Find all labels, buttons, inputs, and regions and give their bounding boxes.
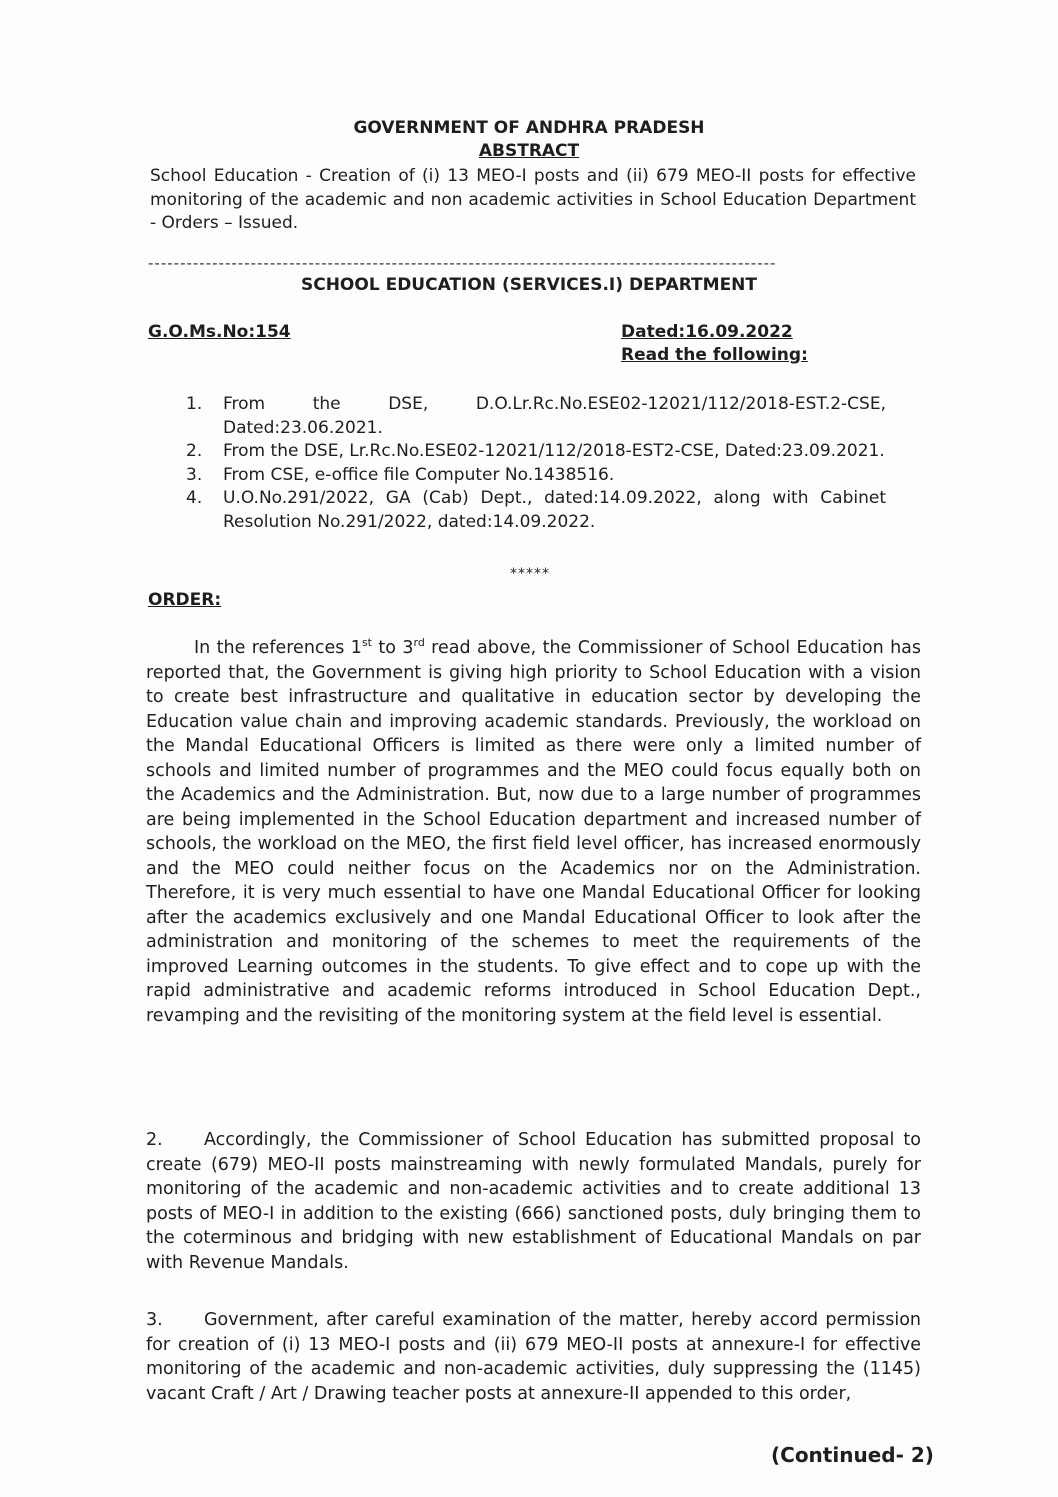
paragraph-number: 3.: [146, 1310, 163, 1330]
paragraph-text: Government, after careful examination of the matter, hereby accord permission for creation of (i) 13 MEO-I posts and (ii) 679 MEO-II posts at annexure-I for effective monitoring of the academic and non-academic activities, duly suppressing the (1145) vacant Craft / Art / Drawing teacher posts at annexure-II appended to this order,: [146, 1310, 921, 1404]
p1-sup-third: rd: [413, 636, 425, 650]
order-heading: ORDER:: [148, 590, 222, 610]
department-heading: SCHOOL EDUCATION (SERVICES.I) DEPARTMENT: [300, 275, 758, 295]
p1-sup-first: st: [361, 636, 372, 650]
p1-mid: to 3: [372, 638, 414, 658]
stars-divider: *****: [510, 566, 550, 582]
abstract-wrap: [0, 141, 1058, 161]
read-following-heading: Read the following:: [621, 345, 808, 365]
reference-number: 2.: [186, 441, 203, 461]
reference-text: From the DSE, Lr.Rc.No.ESE02-12021/112/2018-EST2-CSE, Dated:23.09.2021.: [223, 441, 885, 461]
order-paragraph-3: [146, 1308, 921, 1406]
reference-item: [186, 487, 886, 534]
reference-text: From the DSE, D.O.Lr.Rc.No.ESE02-12021/112/2018-EST.2-CSE, Dated:23.06.2021.: [223, 394, 886, 438]
reference-text: U.O.No.291/2022, GA (Cab) Dept., dated:14.09.2022, along with Cabinet Resolution No.291/2022, dated:14.09.2022.: [223, 488, 886, 532]
paragraph-text: Accordingly, the Commissioner of School Education has submitted proposal to create (679) MEO-II posts mainstreaming with newly formulated Mandals, purely for monitoring of the academic and non-academic activities and to create additional 13 posts of MEO-I in addition to the existing (666) sanctioned posts, duly bringing them to the coterminous and bridging with new establishment of Educational Mandals on par with Revenue Mandals.: [146, 1130, 921, 1273]
order-paragraph-1: [146, 636, 921, 1028]
paragraph-number: 2.: [146, 1130, 163, 1150]
references-list: [186, 393, 886, 534]
government-title: GOVERNMENT OF ANDHRA PRADESH: [353, 118, 705, 138]
abstract-subject: School Education - Creation of (i) 13 MEO-I posts and (ii) 679 MEO-II posts for effective monitoring of the academic and non academic activities in School Education Department - Orders – Issued.: [150, 166, 916, 233]
reference-text: From CSE, e-office file Computer No.1438516.: [223, 464, 615, 485]
go-number: G.O.Ms.No:154: [148, 322, 291, 342]
p1-rest: read above, the Commissioner of School Education has reported that, the Government is giving high priority to School Education with a vision to create best infrastructure and qualitative in education sector by developing the Education value chain and improving academic standards. Previously, the workload on the Mandal Educational Officers is limited as there were only a limited number of schools and limited number of programmes and the MEO could focus equally both on the Academics and the Administration. But, now due to a large number of programmes are being implemented in the School Education department and increased number of schools, the workload on the MEO, the first field level officer, has increased enormously and the MEO could neither focus on the Academics nor on the Administration. Therefore, it is very much essential to have one Mandal Educational Officer for looking after the academics exclusively and one Mandal Educational Officer to look after the administration and monitoring of the schemes to meet the requirements of the improved Learning outcomes in the students. To give effect and to cope up with the rapid administrative and academic reforms introduced in School Education Dept., revamping and the revisiting of the monitoring system at the field level is essential.: [146, 638, 921, 1026]
reference-item: [186, 464, 886, 488]
continued-note: (Continued- 2): [771, 1443, 934, 1467]
reference-item: [186, 440, 886, 464]
reference-number: 1.: [186, 394, 203, 414]
order-paragraph-2: [146, 1128, 921, 1275]
reference-number: 4.: [186, 488, 203, 508]
separator-line: --------------------------------------------------------------------------------------------------: [148, 254, 777, 272]
abstract-label: ABSTRACT: [478, 141, 580, 161]
p1-lead: In the references 1: [194, 638, 362, 658]
go-date: Dated:16.09.2022: [621, 322, 793, 342]
reference-item: [186, 393, 886, 440]
reference-number: 3.: [186, 464, 203, 485]
